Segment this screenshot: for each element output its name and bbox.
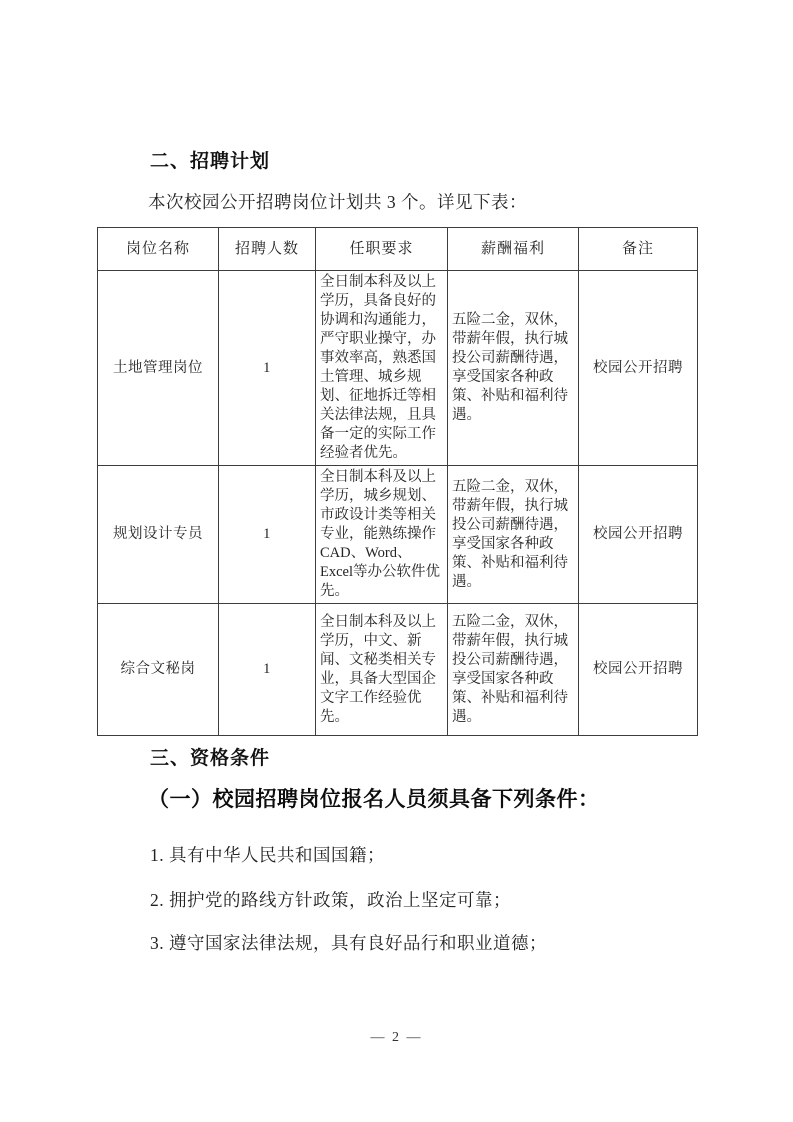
- cell-requirements: 全日制本科及以上学历，具备良好的协调和沟通能力，严守职业操守，办事效率高，熟悉国土管理、城乡规划、征地拆迁等相关法律法规，且具备一定的实际工作经验者优先。: [316, 271, 448, 466]
- table-row: [98, 466, 698, 604]
- cell-count: 1: [219, 271, 316, 466]
- qualifications-subheading: （一）校园招聘岗位报名人员须具备下列条件：: [148, 787, 600, 811]
- column-header-note: 备注: [579, 228, 698, 271]
- cell-benefits: 五险二金，双休，带薪年假，执行城投公司薪酬待遇，享受国家各种政策、补贴和福利待遇。: [448, 271, 579, 466]
- cell-note: 校园公开招聘: [579, 271, 698, 466]
- table-row: [98, 604, 698, 736]
- cell-requirements: 全日制本科及以上学历，中文、新闻、文秘类相关专业，具备大型国企文字工作经验优先。: [316, 604, 448, 736]
- column-header-position: 岗位名称: [98, 228, 219, 271]
- cell-position: 规划设计专员: [98, 466, 219, 604]
- cell-position: 综合文秘岗: [98, 604, 219, 736]
- recruitment-table: [97, 227, 698, 736]
- cell-note: 校园公开招聘: [579, 466, 698, 604]
- cell-count: 1: [219, 604, 316, 736]
- qualification-item: 2. 拥护党的路线方针政策，政治上坚定可靠；: [150, 890, 511, 910]
- cell-benefits: 五险二金，双休，带薪年假，执行城投公司薪酬待遇，享受国家各种政策、补贴和福利待遇。: [448, 466, 579, 604]
- cell-benefits: 五险二金，双休，带薪年假，执行城投公司薪酬待遇，享受国家各种政策、补贴和福利待遇。: [448, 604, 579, 736]
- page-number: — 2 —: [370, 1030, 423, 1045]
- column-header-count: 招聘人数: [219, 228, 316, 271]
- table-row: [98, 271, 698, 466]
- qualification-item: 3. 遵守国家法律法规，具有良好品行和职业道德；: [150, 933, 547, 953]
- table-header-row: [98, 228, 698, 271]
- cell-count: 1: [219, 466, 316, 604]
- cell-requirements: 全日制本科及以上学历，城乡规划、市政设计类等相关专业，能熟练操作CAD、Word、Excel等办公软件优先。: [316, 466, 448, 604]
- column-header-requirements: 任职要求: [316, 228, 448, 271]
- cell-note: 校园公开招聘: [579, 604, 698, 736]
- cell-position: 土地管理岗位: [98, 271, 219, 466]
- qualification-item: 1. 具有中华人民共和国国籍；: [150, 845, 385, 865]
- section-heading-recruitment-plan: 二、招聘计划: [150, 151, 271, 172]
- recruitment-intro-paragraph: 本次校园公开招聘岗位计划共 3 个。详见下表：: [148, 192, 527, 212]
- section-heading-qualifications: 三、资格条件: [150, 748, 271, 769]
- column-header-benefits: 薪酬福利: [448, 228, 579, 271]
